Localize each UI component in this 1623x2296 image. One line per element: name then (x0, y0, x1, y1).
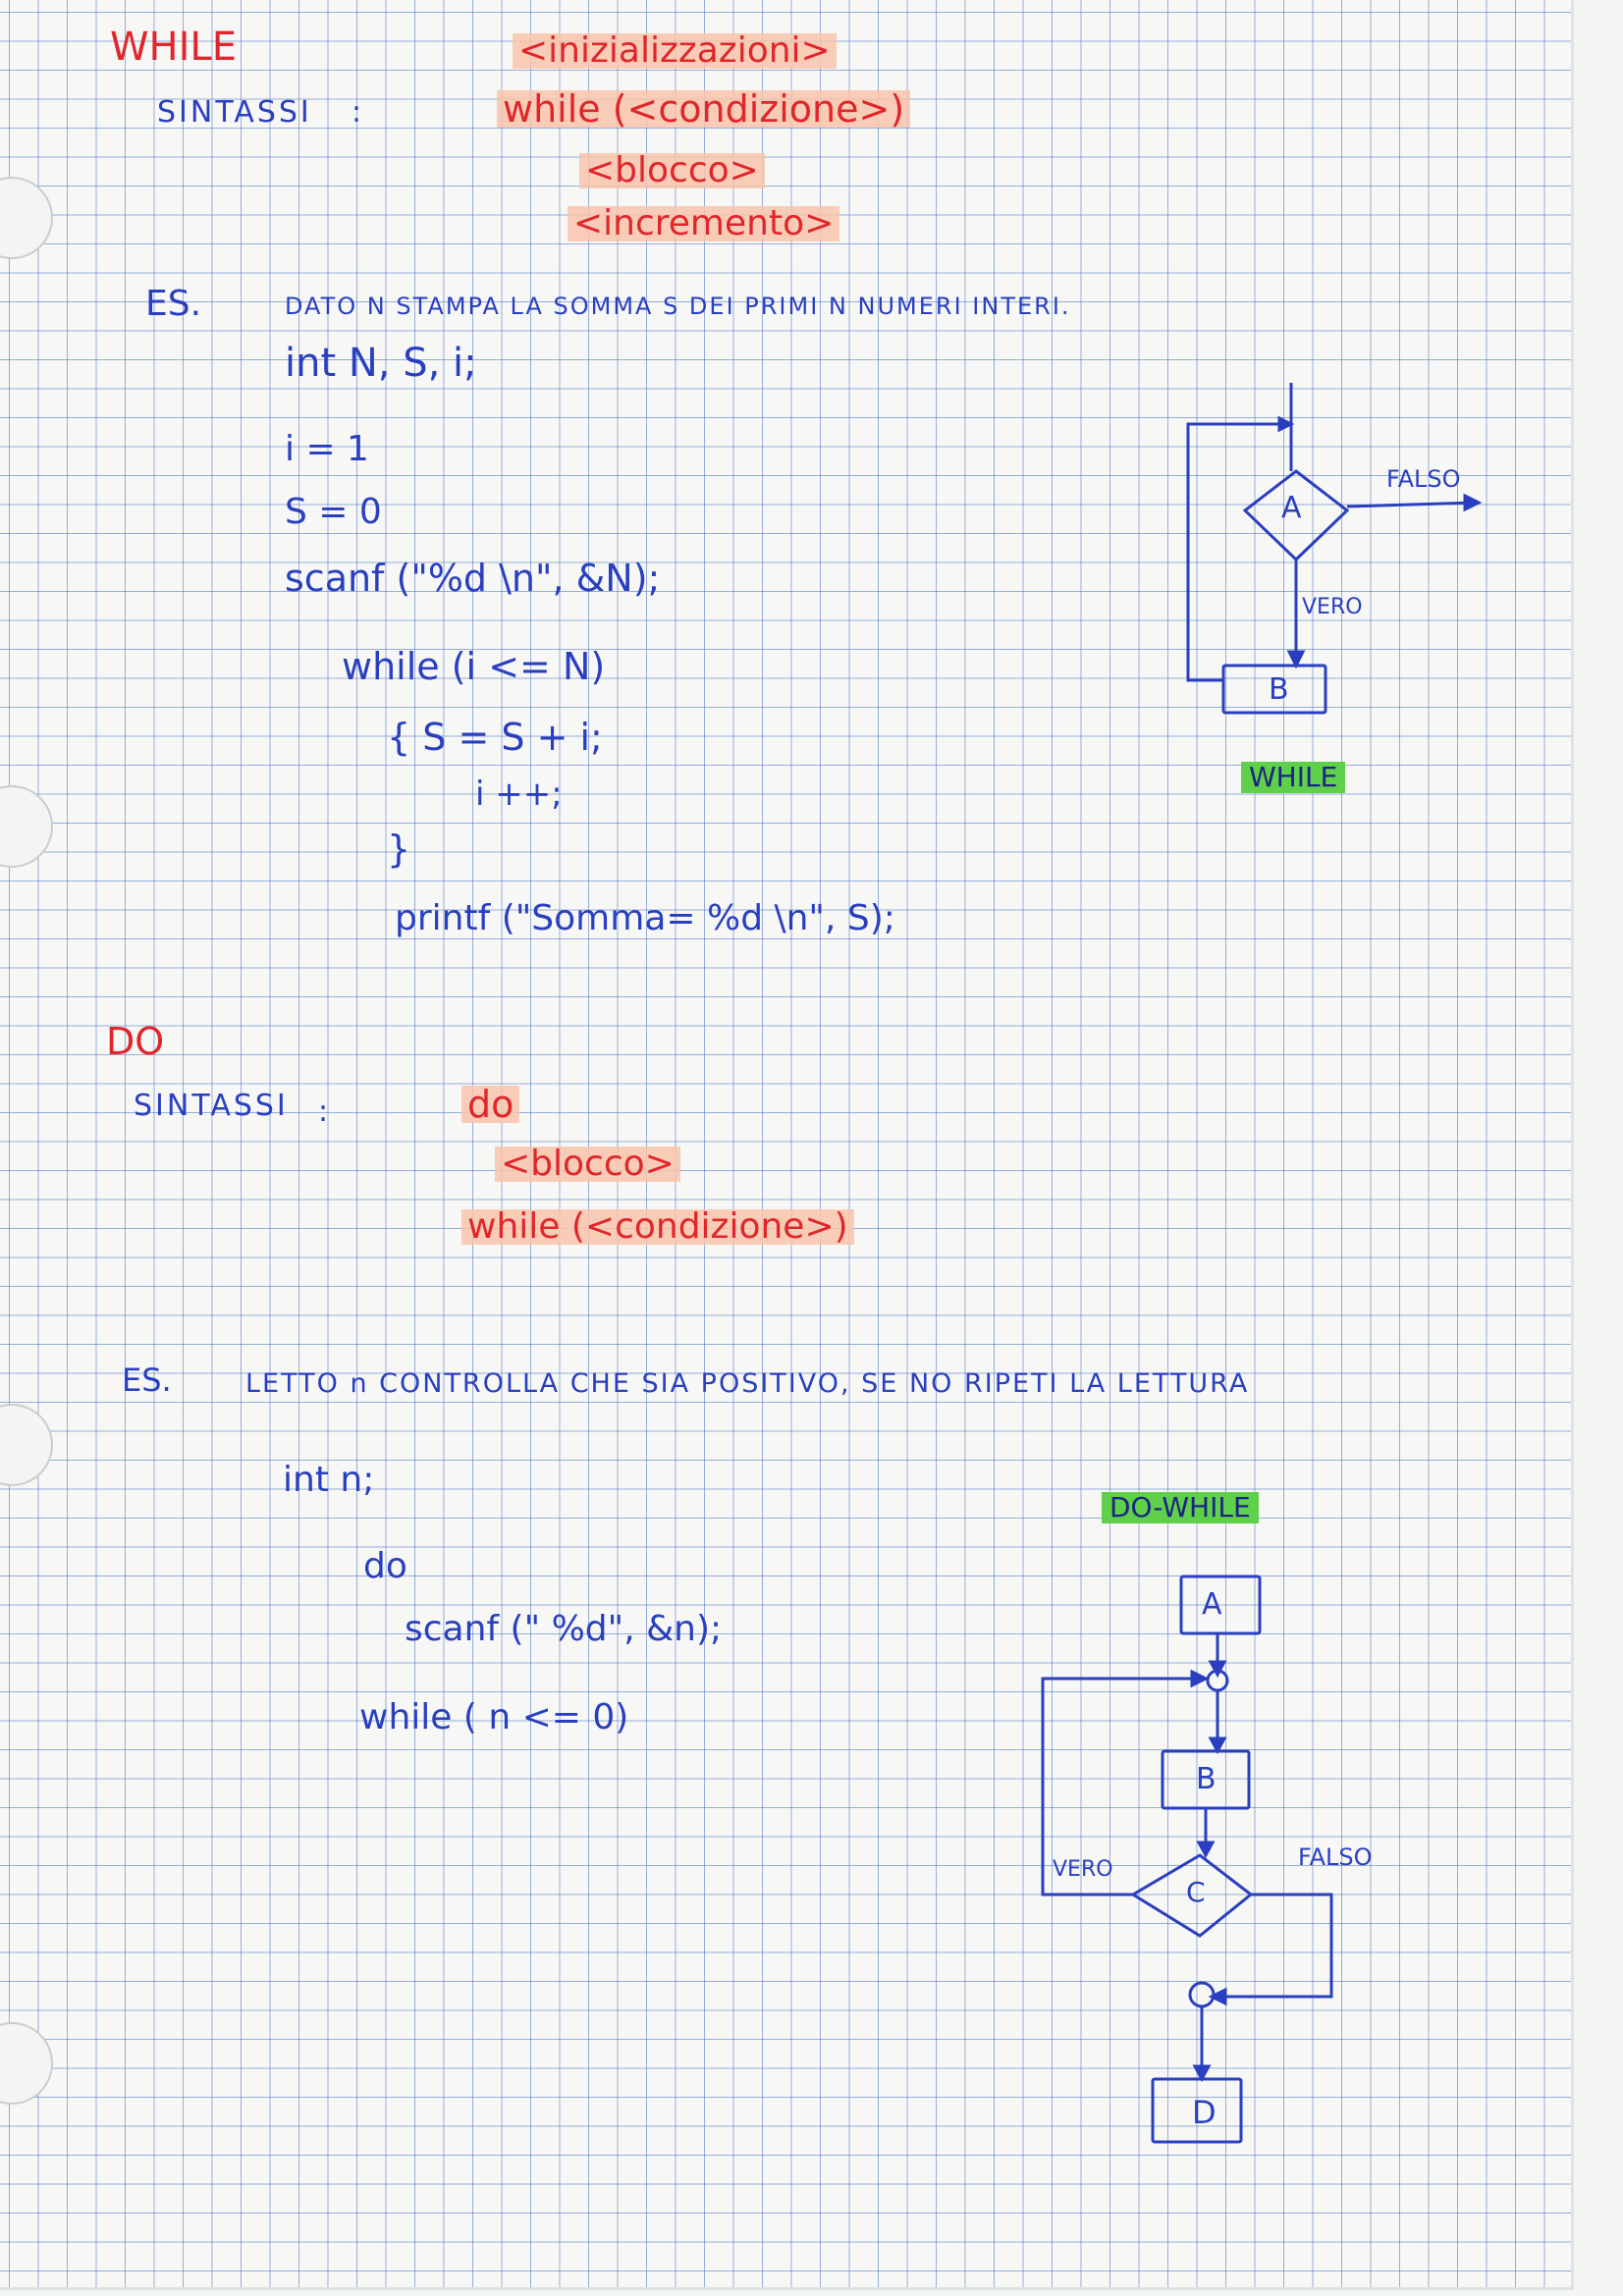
do-while-false-label: FALSO (1298, 1843, 1373, 1871)
do-title: DO (106, 1020, 165, 1063)
example2-label: ES. (122, 1362, 172, 1399)
syntax-while-condition: while (<condizione>) (497, 90, 910, 128)
example1-label: ES. (145, 284, 202, 324)
punch-hole (0, 1404, 53, 1486)
example1-description: DATO N STAMPA LA SOMMA S DEI PRIMI N NUMERI INTERI. (285, 293, 1071, 320)
while-title: WHILE (110, 25, 237, 70)
do-while-node-a-label: A (1202, 1587, 1222, 1622)
do-syntax-block: <blocco> (495, 1147, 680, 1182)
code-line: i = 1 (285, 429, 369, 469)
code-line: while ( n <= 0) (359, 1697, 629, 1737)
do-while-true-label: VERO (1053, 1857, 1113, 1882)
while-syntax-colon: : (352, 95, 362, 130)
do-syntax-colon: : (318, 1095, 329, 1129)
while-true-label: VERO (1302, 595, 1363, 619)
do-while-node-c-label: C (1186, 1876, 1206, 1908)
do-while-node-d-label: D (1192, 2094, 1217, 2131)
do-syntax-do: do (461, 1086, 519, 1123)
while-flowchart (1178, 373, 1512, 726)
while-node-b-label: B (1269, 672, 1289, 707)
code-line: int n; (283, 1460, 375, 1500)
code-line: { S = S + i; (387, 716, 603, 759)
punch-hole (0, 785, 53, 868)
code-line: } (387, 828, 411, 871)
do-syntax-label: SINTASSI (134, 1089, 289, 1123)
while-caption: WHILE (1241, 762, 1345, 793)
code-line: int N, S, i; (285, 341, 477, 386)
code-line: do (363, 1546, 407, 1586)
syntax-increment: <incremento> (568, 206, 839, 241)
while-syntax-label: SINTASSI (157, 95, 312, 130)
punch-hole (0, 2022, 53, 2105)
do-while-caption: DO-WHILE (1102, 1492, 1259, 1523)
code-line: scanf (" %d", &n); (405, 1609, 723, 1649)
while-false-label: FALSO (1386, 465, 1461, 493)
syntax-initializations: <inizializzazioni> (513, 33, 837, 69)
punch-hole (0, 177, 53, 259)
code-line: S = 0 (285, 492, 382, 532)
code-line: printf ("Somma= %d \n", S); (395, 898, 895, 938)
example2-description: LETTO n CONTROLLA CHE SIA POSITIVO, SE NO RIPETI LA LETTURA (245, 1368, 1250, 1399)
while-node-a-label: A (1281, 491, 1302, 525)
do-while-node-b-label: B (1196, 1762, 1217, 1796)
do-syntax-while-condition: while (<condizione>) (461, 1209, 854, 1245)
syntax-block: <blocco> (579, 153, 765, 188)
junction-node (1190, 1983, 1214, 2006)
code-line: i ++; (475, 774, 563, 814)
code-line: while (i <= N) (342, 645, 606, 688)
code-line: scanf ("%d \n", &N); (285, 557, 661, 600)
